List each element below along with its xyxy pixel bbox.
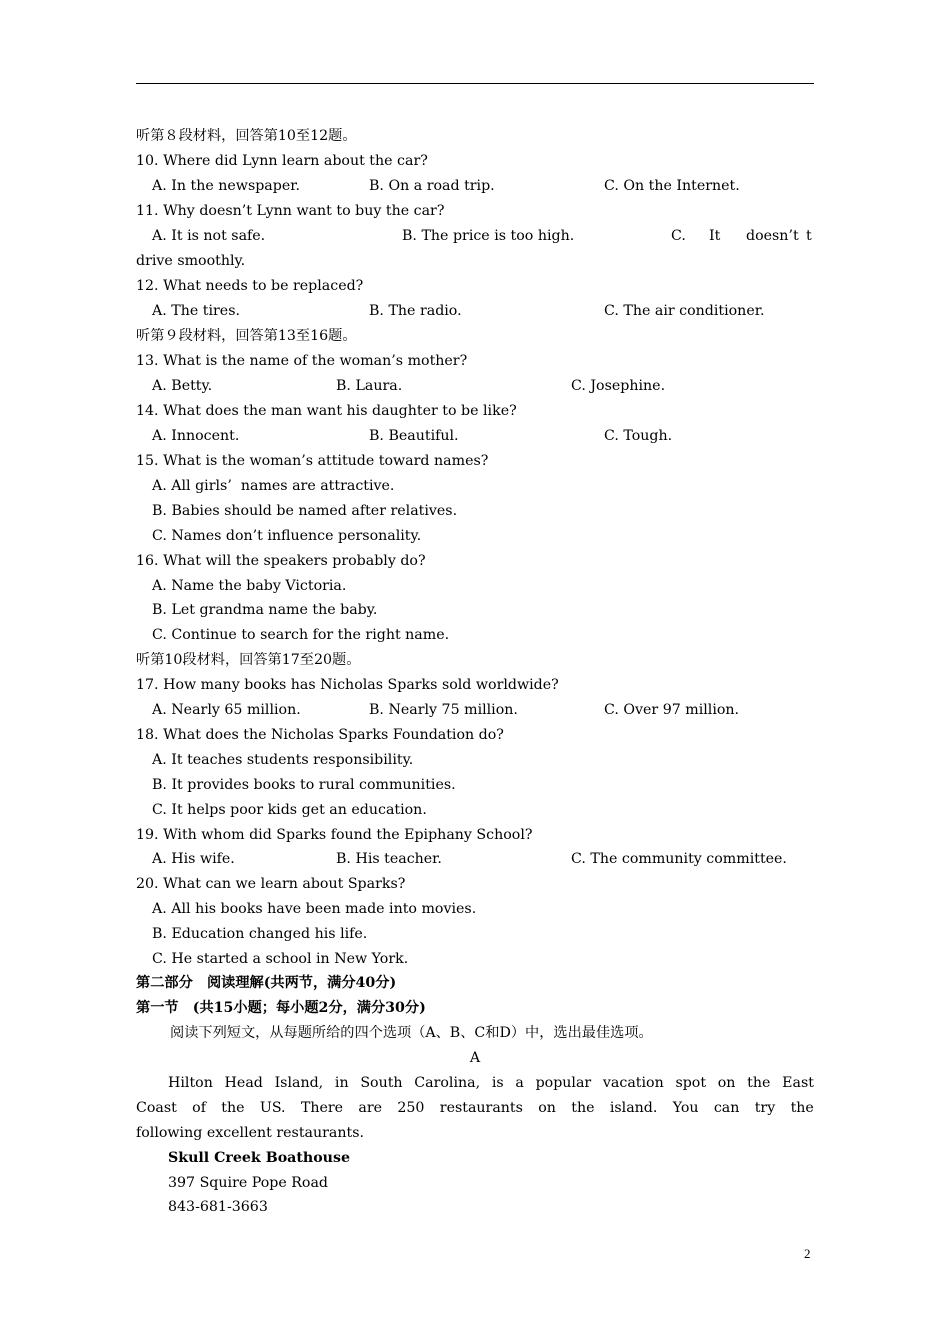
option-c: C. Continue to search for the right name. bbox=[152, 627, 450, 643]
question-10: 10. Where did Lynn learn about the car? bbox=[136, 153, 428, 169]
question-18: 18. What does the Nicholas Sparks Foundation do? bbox=[136, 727, 504, 743]
option-b: B. The radio. bbox=[369, 303, 462, 319]
passage-word: try bbox=[754, 1100, 776, 1116]
passage-word: popular bbox=[535, 1075, 592, 1091]
question-12: 12. What needs to be replaced? bbox=[136, 278, 364, 294]
option-c: C. The community committee. bbox=[571, 851, 787, 867]
part-2-title: 第二部分 阅读理解(共两节，满分40分) bbox=[136, 975, 397, 991]
passage-word: the bbox=[790, 1100, 814, 1116]
option-a: A. Innocent. bbox=[152, 428, 240, 444]
passage-word: You bbox=[672, 1100, 699, 1116]
option-c: C. Josephine. bbox=[571, 378, 666, 394]
passage-word: 250 bbox=[397, 1100, 425, 1116]
option-c: C. Tough. bbox=[604, 428, 673, 444]
option-c-word: doesn’t bbox=[746, 228, 799, 244]
passage-line-1 bbox=[168, 1073, 814, 1093]
question-11: 11. Why doesn’t Lynn want to buy the car? bbox=[136, 203, 445, 219]
question-14-options bbox=[152, 426, 673, 446]
passage-label: A bbox=[469, 1050, 481, 1066]
question-17-options bbox=[152, 700, 740, 720]
passage-word: on bbox=[717, 1075, 736, 1091]
option-a: A. Betty. bbox=[152, 378, 213, 394]
option-b: B. It provides books to rural communities. bbox=[152, 777, 456, 793]
option-b: B. Beautiful. bbox=[369, 428, 459, 444]
option-b: B. On a road trip. bbox=[369, 178, 495, 194]
passage-word: Hilton bbox=[168, 1075, 213, 1091]
question-15: 15. What is the woman’s attitude toward names? bbox=[136, 453, 489, 469]
question-13: 13. What is the name of the woman’s mother? bbox=[136, 353, 468, 369]
option-a: A. All his books have been made into movies. bbox=[152, 901, 477, 917]
option-b: B. The price is too high. bbox=[402, 228, 575, 244]
header-rule bbox=[136, 83, 814, 84]
passage-word: East bbox=[782, 1075, 814, 1091]
passage-word: Head bbox=[224, 1075, 263, 1091]
option-c: C. It helps poor kids get an education. bbox=[152, 802, 427, 818]
option-c: C. Names don’t influence personality. bbox=[152, 528, 422, 544]
option-a: A. All girls’ names are attractive. bbox=[152, 478, 395, 494]
question-14: 14. What does the man want his daughter to be like? bbox=[136, 403, 517, 419]
passage-line-2 bbox=[136, 1098, 814, 1118]
option-c: C. On the Internet. bbox=[604, 178, 740, 194]
passage-word: the bbox=[221, 1100, 245, 1116]
option-c: C. The air conditioner. bbox=[604, 303, 765, 319]
question-11-options bbox=[152, 226, 814, 246]
restaurant-address: 397 Squire Pope Road bbox=[168, 1175, 329, 1191]
passage-word: a bbox=[515, 1075, 524, 1091]
option-b: B. Babies should be named after relatives. bbox=[152, 503, 458, 519]
option-a: A. Nearly 65 million. bbox=[152, 702, 301, 718]
option-a: A. In the newspaper. bbox=[152, 178, 300, 194]
question-19-options bbox=[152, 849, 787, 869]
option-c-label: C. bbox=[671, 228, 686, 244]
option-b: B. Education changed his life. bbox=[152, 926, 368, 942]
passage-word: is bbox=[491, 1075, 504, 1091]
section-9-header: 听第９段材料，回答第13至16题。 bbox=[136, 328, 357, 344]
passage-word: the bbox=[571, 1100, 595, 1116]
question-16: 16. What will the speakers probably do? bbox=[136, 553, 426, 569]
option-c-word: t bbox=[806, 228, 812, 244]
passage-word: vacation bbox=[602, 1075, 664, 1091]
reading-instruction: 阅读下列短文，从每题所给的四个选项（A、B、C和D）中，选出最佳选项。 bbox=[170, 1025, 653, 1041]
passage-word: in bbox=[334, 1075, 349, 1091]
passage-word: are bbox=[358, 1100, 383, 1116]
passage-word: on bbox=[538, 1100, 556, 1116]
question-20: 20. What can we learn about Sparks? bbox=[136, 876, 406, 892]
passage-word: of bbox=[192, 1100, 206, 1116]
passage-word: can bbox=[713, 1100, 740, 1116]
option-b: B. Let grandma name the baby. bbox=[152, 602, 378, 618]
passage-word: US. bbox=[259, 1100, 286, 1116]
option-a: A. It teaches students responsibility. bbox=[152, 752, 414, 768]
question-17: 17. How many books has Nicholas Sparks sold worldwide? bbox=[136, 677, 559, 693]
section-8-header: 听第８段材料，回答第10至12题。 bbox=[136, 128, 357, 144]
option-c: C. He started a school in New York. bbox=[152, 951, 409, 967]
passage-word: restaurants bbox=[439, 1100, 523, 1116]
restaurant-name: Skull Creek Boathouse bbox=[168, 1150, 351, 1166]
question-13-options bbox=[152, 376, 666, 396]
passage-word: Island, bbox=[274, 1075, 324, 1091]
passage-word: spot bbox=[675, 1075, 707, 1091]
page-number: 2 bbox=[804, 1246, 811, 1261]
option-a: A. The tires. bbox=[152, 303, 240, 319]
passage-word: island. bbox=[609, 1100, 658, 1116]
option-a: A. His wife. bbox=[152, 851, 235, 867]
question-12-options bbox=[152, 301, 765, 321]
option-b: B. Laura. bbox=[336, 378, 403, 394]
section-10-header: 听第10段材料，回答第17至20题。 bbox=[136, 652, 361, 668]
option-c-word: It bbox=[709, 228, 721, 244]
question-19: 19. With whom did Sparks found the Epiphany School? bbox=[136, 827, 533, 843]
restaurant-phone: 843-681-3663 bbox=[168, 1199, 268, 1215]
passage-word: There bbox=[300, 1100, 344, 1116]
question-10-options bbox=[152, 176, 740, 196]
option-b: B. Nearly 75 million. bbox=[369, 702, 518, 718]
section-1-title: 第一节 (共15小题；每小题2分，满分30分) bbox=[136, 1000, 426, 1016]
option-a: A. It is not safe. bbox=[152, 228, 266, 244]
passage-word: Carolina, bbox=[414, 1075, 481, 1091]
option-c: C. Over 97 million. bbox=[604, 702, 740, 718]
passage-word: South bbox=[360, 1075, 403, 1091]
option-b: B. His teacher. bbox=[336, 851, 442, 867]
option-a: A. Name the baby Victoria. bbox=[152, 578, 347, 594]
option-c-continuation: drive smoothly. bbox=[136, 253, 246, 269]
passage-word: the bbox=[747, 1075, 771, 1091]
passage-word: Coast bbox=[136, 1100, 177, 1116]
passage-line-3: following excellent restaurants. bbox=[136, 1125, 365, 1141]
